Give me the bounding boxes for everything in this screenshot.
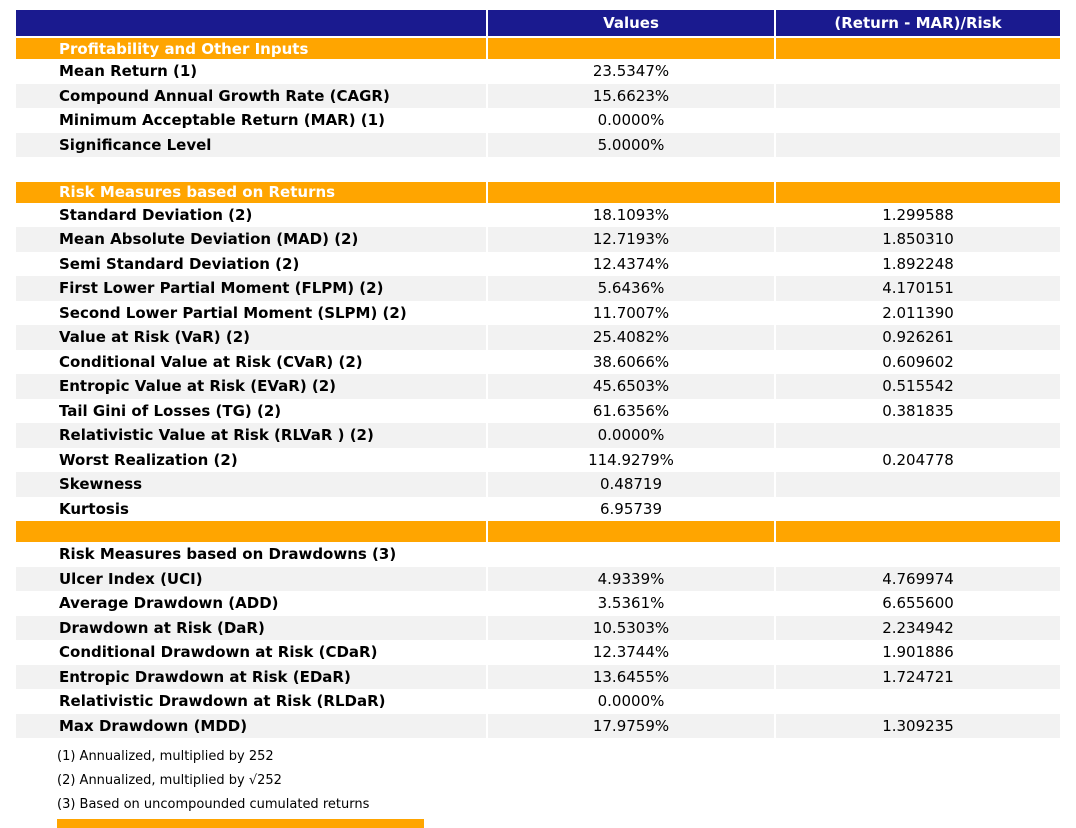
table-row (16, 665, 1060, 690)
row-value: 17.9759% (488, 714, 774, 739)
footnotes (14, 745, 1062, 817)
ratio-column-header: (Return - MAR)/Risk (776, 10, 1060, 38)
report-table-body (16, 38, 1060, 738)
row-ratio: 1.901886 (776, 640, 1060, 665)
values-column-header: Values (488, 10, 774, 38)
section-title (16, 521, 486, 542)
table-row (16, 276, 1060, 301)
table-row (16, 399, 1060, 424)
table-row (16, 591, 1060, 616)
table-row (16, 448, 1060, 473)
table-row (16, 689, 1060, 714)
row-ratio: 1.892248 (776, 252, 1060, 277)
row-value: 6.95739 (488, 497, 774, 522)
table-row (16, 203, 1060, 228)
table-row (16, 350, 1060, 375)
row-value: 13.6455% (488, 665, 774, 690)
row-label: Standard Deviation (2) (16, 203, 486, 228)
table-row (16, 497, 1060, 522)
row-ratio (776, 423, 1060, 448)
row-ratio: 0.926261 (776, 325, 1060, 350)
row-ratio: 2.011390 (776, 301, 1060, 326)
spacer-cell (488, 157, 774, 182)
row-label: Risk Measures based on Drawdowns (3) (16, 542, 486, 567)
row-ratio (776, 542, 1060, 567)
row-ratio: 1.850310 (776, 227, 1060, 252)
section-header-fill (488, 182, 774, 203)
footnote-line: (3) Based on uncompounded cumulated returns (57, 797, 370, 812)
row-label: Conditional Value at Risk (CVaR) (2) (16, 350, 486, 375)
row-ratio: 0.609602 (776, 350, 1060, 375)
row-value: 3.5361% (488, 591, 774, 616)
row-value (488, 542, 774, 567)
section-title: Risk Measures based on Returns (16, 182, 486, 203)
row-label: Relativistic Drawdown at Risk (RLDaR) (16, 689, 486, 714)
row-ratio: 4.170151 (776, 276, 1060, 301)
row-value: 23.5347% (488, 59, 774, 84)
row-ratio: 1.309235 (776, 714, 1060, 739)
row-label: Value at Risk (VaR) (2) (16, 325, 486, 350)
row-value: 0.0000% (488, 423, 774, 448)
section-header-row (16, 521, 1060, 542)
footnote-line: (1) Annualized, multiplied by 252 (57, 749, 274, 764)
row-ratio: 4.769974 (776, 567, 1060, 592)
row-value: 61.6356% (488, 399, 774, 424)
row-label: Mean Return (1) (16, 59, 486, 84)
table-row (16, 640, 1060, 665)
row-ratio (776, 472, 1060, 497)
row-ratio (776, 689, 1060, 714)
row-label: Significance Level (16, 133, 486, 158)
row-label: Compound Annual Growth Rate (CAGR) (16, 84, 486, 109)
row-label: Entropic Drawdown at Risk (EDaR) (16, 665, 486, 690)
row-ratio: 0.515542 (776, 374, 1060, 399)
column-header-row (16, 10, 1060, 38)
table-row (16, 714, 1060, 739)
row-label: Tail Gini of Losses (TG) (2) (16, 399, 486, 424)
corner-header-cell (16, 10, 486, 38)
table-row (16, 133, 1060, 158)
row-value: 5.0000% (488, 133, 774, 158)
row-label: Semi Standard Deviation (2) (16, 252, 486, 277)
row-value: 12.7193% (488, 227, 774, 252)
table-row (16, 567, 1060, 592)
row-ratio: 2.234942 (776, 616, 1060, 641)
row-label: Ulcer Index (UCI) (16, 567, 486, 592)
bottom-orange-bar (57, 819, 424, 828)
row-value: 15.6623% (488, 84, 774, 109)
section-header-row (16, 38, 1060, 59)
row-value: 25.4082% (488, 325, 774, 350)
table-row (16, 374, 1060, 399)
table-row (16, 227, 1060, 252)
row-ratio: 0.381835 (776, 399, 1060, 424)
row-ratio (776, 497, 1060, 522)
row-label: Kurtosis (16, 497, 486, 522)
row-value: 38.6066% (488, 350, 774, 375)
row-ratio (776, 59, 1060, 84)
section-header-fill (488, 521, 774, 542)
row-value: 5.6436% (488, 276, 774, 301)
risk-report (14, 10, 1062, 817)
row-value: 114.9279% (488, 448, 774, 473)
row-label: Skewness (16, 472, 486, 497)
row-label: Worst Realization (2) (16, 448, 486, 473)
row-value: 12.3744% (488, 640, 774, 665)
section-header-row (16, 182, 1060, 203)
table-row (16, 325, 1060, 350)
table-row (16, 423, 1060, 448)
footnote-line: (2) Annualized, multiplied by √252 (57, 773, 282, 788)
row-value: 12.4374% (488, 252, 774, 277)
table-row (16, 542, 1060, 567)
row-label: Max Drawdown (MDD) (16, 714, 486, 739)
row-value: 18.1093% (488, 203, 774, 228)
table-row (16, 84, 1060, 109)
table-row (16, 301, 1060, 326)
spacer-cell (776, 157, 1060, 182)
risk-report-table (14, 10, 1062, 738)
spacer-row (16, 157, 1060, 182)
row-ratio: 1.299588 (776, 203, 1060, 228)
table-row (16, 252, 1060, 277)
row-value: 0.0000% (488, 108, 774, 133)
section-title: Profitability and Other Inputs (16, 38, 486, 59)
row-label: First Lower Partial Moment (FLPM) (2) (16, 276, 486, 301)
table-row (16, 59, 1060, 84)
row-label: Minimum Acceptable Return (MAR) (1) (16, 108, 486, 133)
row-ratio: 1.724721 (776, 665, 1060, 690)
row-value: 10.5303% (488, 616, 774, 641)
row-label: Drawdown at Risk (DaR) (16, 616, 486, 641)
section-header-fill (776, 521, 1060, 542)
row-label: Entropic Value at Risk (EVaR) (2) (16, 374, 486, 399)
row-ratio: 6.655600 (776, 591, 1060, 616)
row-value: 45.6503% (488, 374, 774, 399)
row-label: Mean Absolute Deviation (MAD) (2) (16, 227, 486, 252)
row-value: 4.9339% (488, 567, 774, 592)
row-label: Average Drawdown (ADD) (16, 591, 486, 616)
row-value: 0.48719 (488, 472, 774, 497)
row-ratio (776, 133, 1060, 158)
spacer-cell (16, 157, 486, 182)
table-row (16, 616, 1060, 641)
row-label: Conditional Drawdown at Risk (CDaR) (16, 640, 486, 665)
row-value: 11.7007% (488, 301, 774, 326)
section-header-fill (776, 182, 1060, 203)
table-row (16, 108, 1060, 133)
row-label: Second Lower Partial Moment (SLPM) (2) (16, 301, 486, 326)
row-ratio (776, 84, 1060, 109)
row-label: Relativistic Value at Risk (RLVaR ) (2) (16, 423, 486, 448)
section-header-fill (488, 38, 774, 59)
row-value: 0.0000% (488, 689, 774, 714)
table-row (16, 472, 1060, 497)
row-ratio (776, 108, 1060, 133)
section-header-fill (776, 38, 1060, 59)
row-ratio: 0.204778 (776, 448, 1060, 473)
